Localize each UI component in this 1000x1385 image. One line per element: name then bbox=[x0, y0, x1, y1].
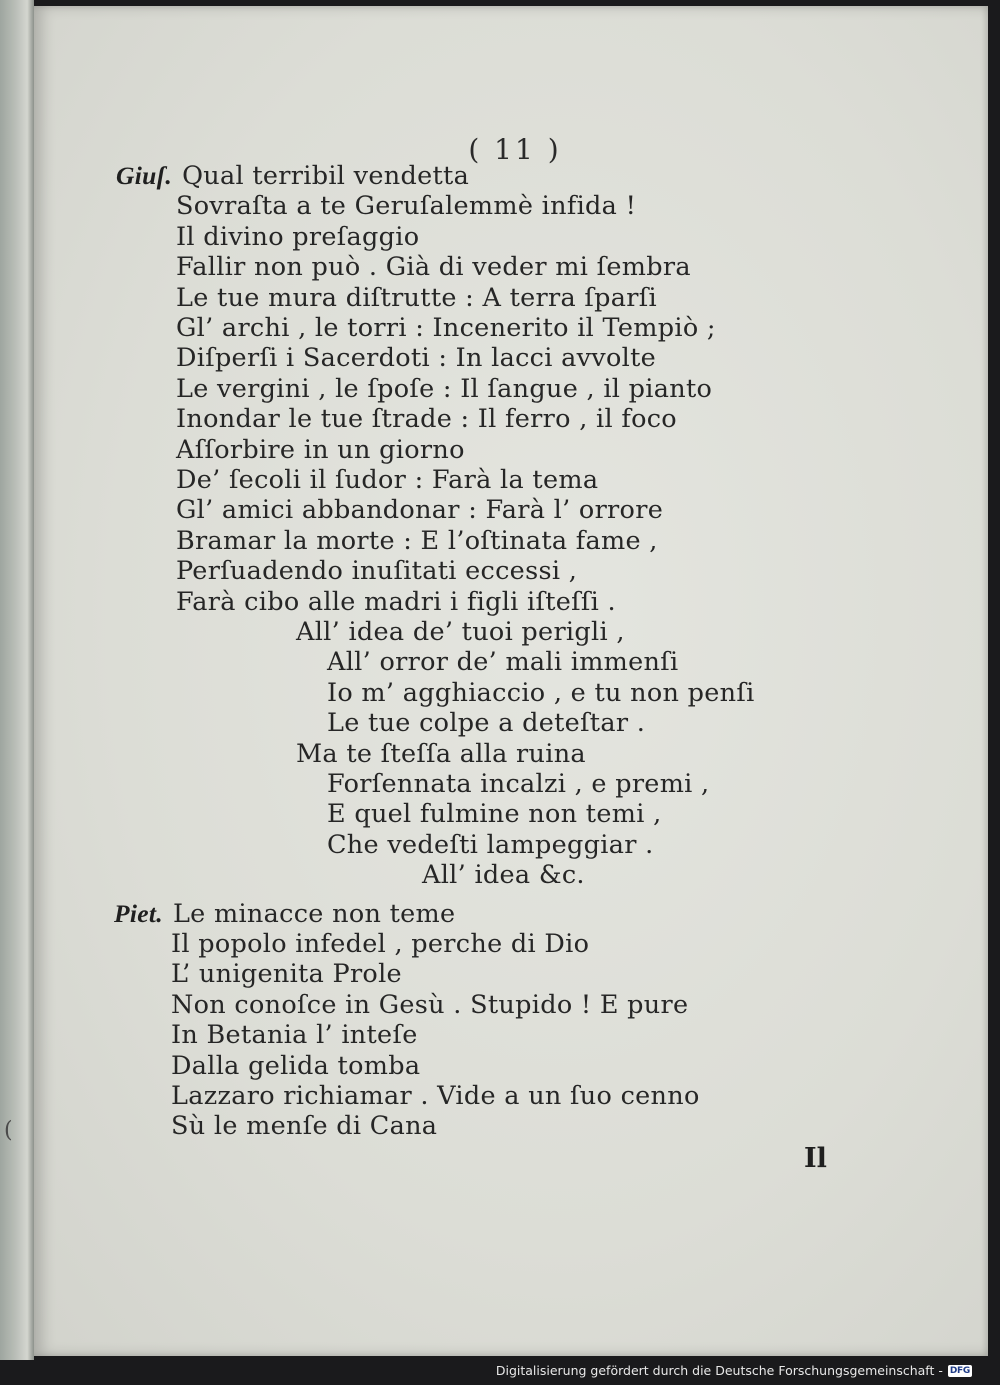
verse-text: De’ ſecoli il ſudor : Farà la tema bbox=[176, 465, 599, 495]
verse-text: Che vedeſti lampeggiar . bbox=[327, 829, 654, 860]
verse-text: Farà cibo alle madri i figli iſteſſi . bbox=[176, 586, 616, 617]
text-line bbox=[176, 404, 677, 434]
verse-text: All’ idea de’ tuoi perigli , bbox=[296, 617, 625, 647]
verse-text: In Betania l’ inteſe bbox=[171, 1020, 418, 1051]
text-line bbox=[176, 374, 712, 404]
verse-text: Qual terribil vendetta bbox=[182, 161, 470, 191]
verse-text: Dalla gelida tomba bbox=[171, 1050, 421, 1081]
text-line bbox=[114, 899, 455, 929]
text-line bbox=[327, 708, 645, 738]
verse-text: Forſennata incalzi , e premi , bbox=[327, 769, 710, 799]
text-line bbox=[171, 929, 589, 959]
text-line bbox=[171, 1020, 418, 1050]
text-line bbox=[176, 343, 656, 373]
text-line bbox=[176, 252, 691, 282]
text-line bbox=[176, 283, 657, 313]
verse-text: Gl’ archi , le torri : Incenerito il Tempiò ; bbox=[176, 313, 716, 343]
text-line bbox=[176, 465, 598, 495]
verse-text: Diſperſi i Sacerdoti : In lacci avvolte bbox=[176, 343, 657, 374]
spine-margin-mark: ( bbox=[4, 1118, 13, 1143]
verse-text: E quel fulmine non temi , bbox=[327, 799, 662, 830]
verse-text: Il popolo infedel , perche di Dio bbox=[171, 929, 590, 959]
text-line bbox=[171, 1111, 437, 1141]
text-line bbox=[176, 191, 636, 221]
text-line bbox=[327, 830, 654, 860]
verse-text: Ma te ſteſſa alla ruina bbox=[296, 738, 586, 769]
verse-text: Le tue mura diſtrutte : A terra ſparſi bbox=[176, 282, 657, 313]
verse-text: Il divino preſaggio bbox=[176, 221, 420, 252]
speaker-label: Giuſ. bbox=[116, 161, 173, 190]
page-number: ( 11 ) bbox=[468, 133, 562, 166]
catchword: Il bbox=[804, 1143, 827, 1174]
text-line bbox=[176, 587, 616, 617]
text-line bbox=[171, 1081, 700, 1111]
verse-text: Le vergini , le ſpoſe : Il ſangue , il pianto bbox=[176, 373, 713, 404]
text-line bbox=[327, 647, 678, 677]
text-line bbox=[422, 860, 585, 890]
verse-text: Le minacce non teme bbox=[172, 898, 456, 929]
speaker-label: Piet. bbox=[114, 898, 163, 928]
verse-text: Perſuadendo inuſitati eccessi , bbox=[176, 556, 578, 587]
book-spine-edge bbox=[0, 0, 34, 1360]
verse-text: Gl’ amici abbandonar : Farà l’ orrore bbox=[176, 495, 664, 526]
verse-text: Non conoſce in Gesù . Stupido ! E pure bbox=[171, 989, 689, 1020]
digitization-footer bbox=[496, 1363, 972, 1378]
text-line bbox=[176, 435, 465, 465]
dfg-logo-icon: DFG bbox=[949, 1365, 970, 1376]
text-line bbox=[171, 1051, 420, 1081]
text-line bbox=[116, 161, 469, 191]
text-line bbox=[327, 799, 661, 829]
verse-text: Fallir non può . Già di veder mi ſembra bbox=[176, 252, 691, 283]
text-line bbox=[171, 959, 402, 989]
text-line bbox=[176, 495, 663, 525]
text-line bbox=[176, 313, 716, 343]
book-page bbox=[34, 6, 988, 1356]
text-line bbox=[327, 678, 755, 708]
text-line bbox=[176, 222, 419, 252]
verse-text: Io m’ agghiaccio , e tu non penſi bbox=[327, 677, 755, 708]
verse-text: Bramar la morte : E l’oſtinata fame , bbox=[176, 525, 658, 556]
text-line bbox=[296, 739, 586, 769]
text-line bbox=[296, 617, 625, 647]
text-line bbox=[176, 526, 658, 556]
verse-text: Sù le menſe di Cana bbox=[171, 1111, 438, 1142]
text-line bbox=[171, 990, 688, 1020]
verse-text: Le tue colpe a deteſtar . bbox=[327, 708, 646, 739]
text-line bbox=[327, 769, 709, 799]
verse-text: Sovraſta a te Geruſalemmè infida ! bbox=[176, 191, 637, 222]
verse-text: All’ idea &c. bbox=[422, 860, 585, 891]
verse-text: Aſſorbire in un giorno bbox=[176, 434, 465, 465]
verse-text: L’ unigenita Prole bbox=[171, 959, 402, 990]
text-line bbox=[176, 556, 577, 586]
verse-text: All’ orror de’ mali immenſi bbox=[327, 647, 679, 678]
verse-text: Inondar le tue ſtrade : Il ferro , il foco bbox=[176, 404, 677, 435]
verse-text: Lazzaro richiamar . Vide a un ſuo cenno bbox=[171, 1081, 700, 1111]
footer-credit-text: Digitalisierung gefördert durch die Deutsche Forschungsgemeinschaft - bbox=[495, 1363, 943, 1378]
